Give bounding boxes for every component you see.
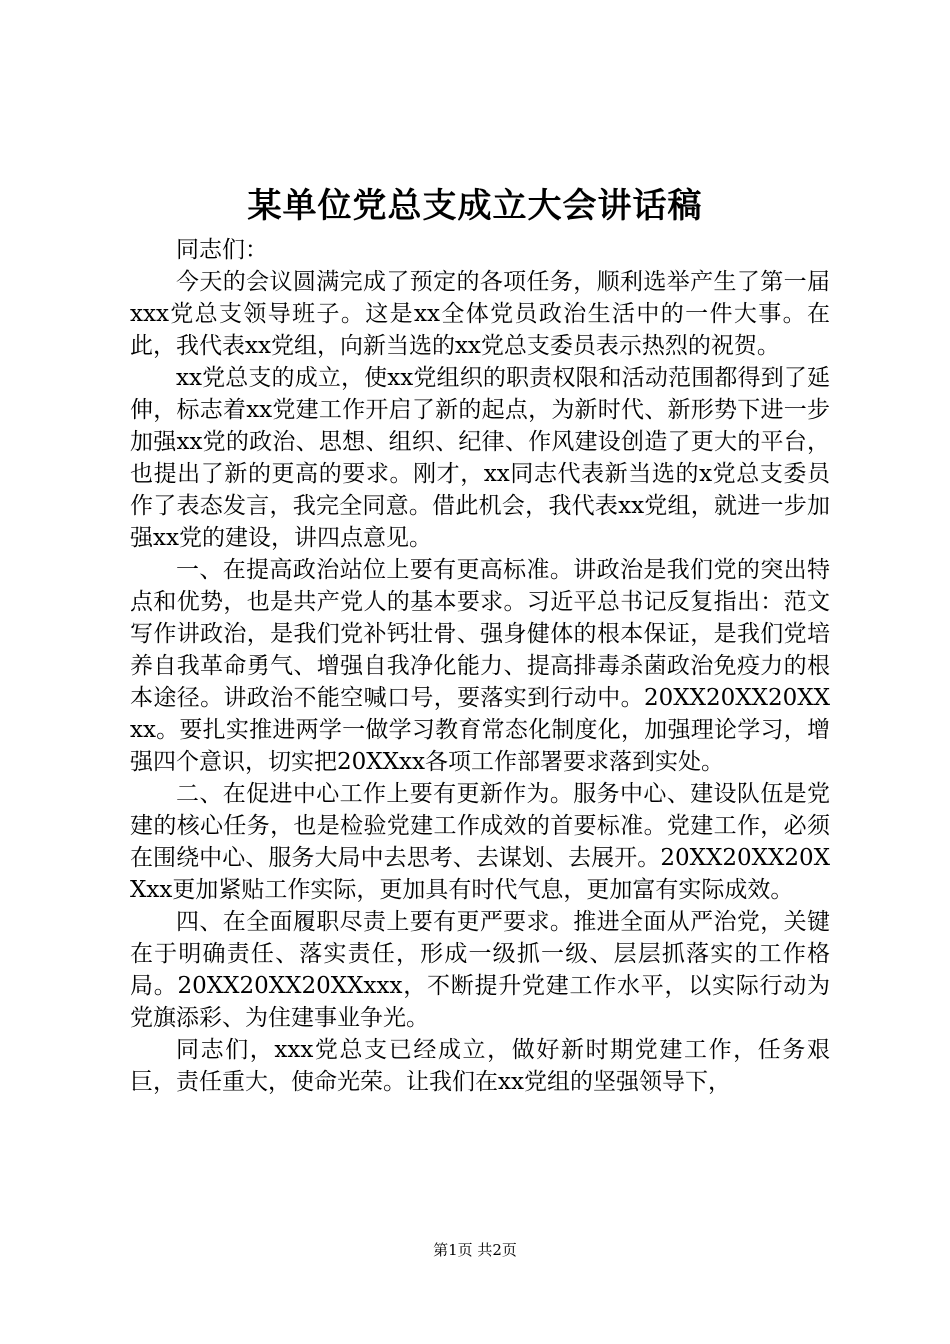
paragraph-closing: 同志们，xxx党总支已经成立，做好新时期党建工作，任务艰巨，责任重大，使命光荣。让我们在xx党组的坚强领导下， [130,1037,830,1095]
paragraph-opening: 今天的会议圆满完成了预定的各项任务，顺利选举产生了第一届xxx党总支领导班子。这是xx全体党员政治生活中的一件大事。在此，我代表xx党组，向新当选的xx党总支委员表示热烈的祝贺。 [130,269,830,359]
paragraph-salutation: 同志们： [176,237,268,263]
document-title: 某单位党总支成立大会讲话稿 [247,186,703,226]
paragraph-point-one: 一、在提高政治站位上要有更高标准。讲政治是我们党的突出特点和优势，也是共产党人的基本要求。习近平总书记反复指出：范文写作讲政治，是我们党补钙壮骨、强身健体的根本保证，是我们党培养自我革命勇气、增强自我净化能力、提高排毒杀菌政治免疫力的根本途径。讲政治不能空喊口号，要落实到行动中。20XX20XX20XXxx。要扎实推进两学一做学习教育常态化制度化，加强理论学习，增强四个意识，切实把20XXxx各项工作部署要求落到实处。 [130,557,830,775]
paragraph-significance: xx党总支的成立，使xx党组织的职责权限和活动范围都得到了延伸，标志着xx党建工作开启了新的起点，为新时代、新形势下进一步加强xx党的政治、思想、组织、纪律、作风建设创造了更大的平台，也提出了新的更高的要求。刚才，xx同志代表新当选的x党总支委员作了表态发言，我完全同意。借此机会，我代表xx党组，就进一步加强xx党的建设，讲四点意见。 [130,365,830,551]
document-body [130,234,830,1098]
paragraph-point-four: 四、在全面履职尽责上要有更严要求。推进全面从严治党，关键在于明确责任、落实责任，形成一级抓一级、层层抓落实的工作格局。20XX20XX20XXxxx，不断提升党建工作水平，以实际行动为党旗添彩、为住建事业争光。 [130,909,830,1031]
page-number-footer: 第1页 共2页 [433,1241,517,1259]
paragraph-point-two: 二、在促进中心工作上要有更新作为。服务中心、建设队伍是党建的核心任务，也是检验党建工作成效的首要标准。党建工作，必须在围绕中心、服务大局中去思考、去谋划、去展开。20XX20XX20XXxx更加紧贴工作实际，更加具有时代气息，更加富有实际成效。 [130,781,830,903]
